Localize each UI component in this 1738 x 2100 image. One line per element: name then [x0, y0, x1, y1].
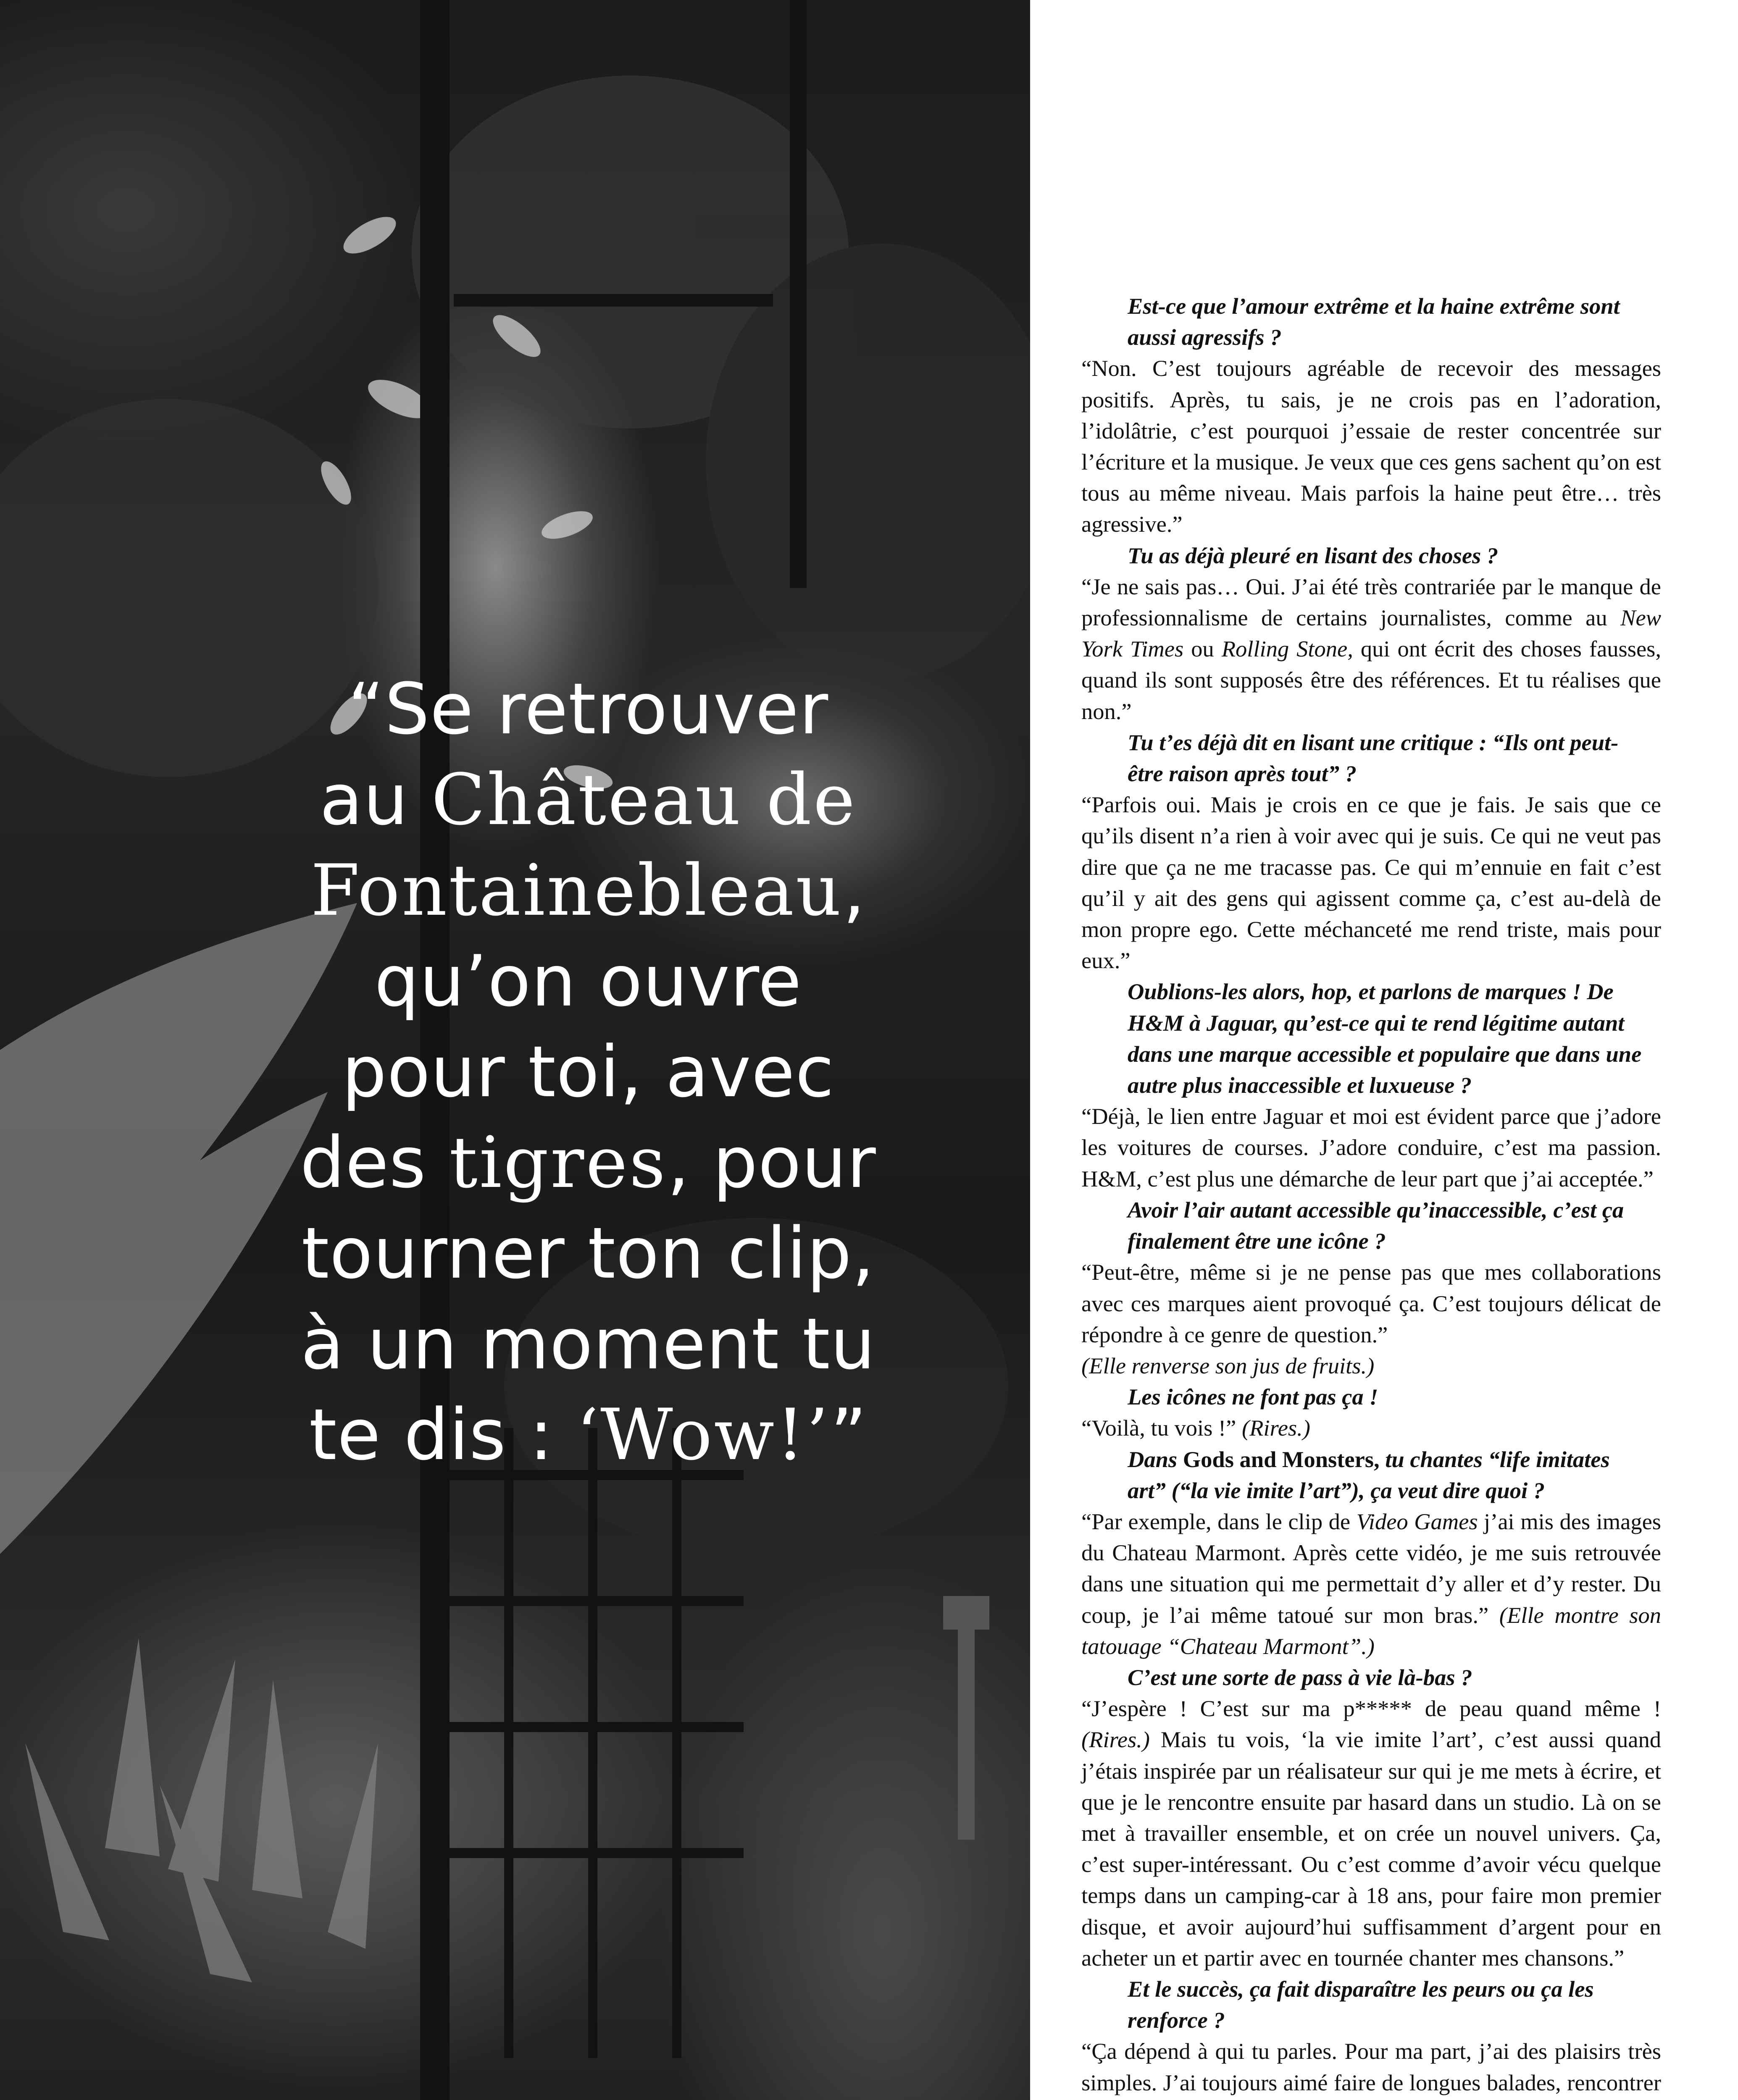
interview-question: Tu as déjà pleuré en lisant des choses ?	[1128, 542, 1499, 568]
pull-quote-text: ”	[830, 1394, 868, 1476]
interview-question: C’est une sorte de pass à vie là-bas ?	[1128, 1664, 1472, 1690]
pull-quote-serif-text: Château de	[431, 759, 857, 841]
interview-question: Oublions-les alors, hop, et parlons de marques ! De H&M à Jaguar, qu’est-ce qui te rend légitime autant dans une marque accessible et populaire que dans une autre plus inaccessible et luxueuse ?	[1128, 979, 1642, 1098]
interview-answer	[1081, 1506, 1661, 1662]
stage-direction-text: (Elle renverse son jus de fruits.)	[1081, 1352, 1375, 1378]
stage-direction-text: (Elle montre son tatouage “Chateau Marmont”.)	[1081, 1602, 1662, 1659]
pull-quote-serif-text: ‘Wow!’	[576, 1394, 831, 1476]
interview-question: Et le succès, ça fait disparaître les peurs ou ça les renforce ?	[1128, 1976, 1594, 2033]
song-title: Gods and Monsters,	[1183, 1446, 1380, 1472]
pull-quote-text: au	[319, 759, 431, 841]
pull-quote-line	[193, 1299, 983, 1389]
interview-answer: “Peut-être, même si je ne pense pas que mes collaborations avec ces marques aient provoqué ça. C’est toujours délicat de répondre à ce genre de question.”	[1081, 1259, 1661, 1347]
pull-quote-line	[193, 1026, 983, 1117]
pull-quote	[193, 664, 983, 1480]
pull-quote-line	[193, 664, 983, 754]
publication-name: New York Times	[1081, 605, 1661, 662]
interview-question: Les icônes ne font pas ça !	[1128, 1384, 1378, 1410]
interview-question: Tu t’es déjà dit en lisant une critique : “Ils ont peut-être raison après tout” ?	[1128, 729, 1619, 787]
answer-text: qui ont écrit des choses fausses, quand ils sont supposés être des références. Et tu réalises que non.”	[1081, 636, 1661, 724]
interview-answer: “Non. C’est toujours agréable de recevoir des messages positifs. Après, tu sais, je ne crois pas en l’adoration, l’idolâtrie, c’est pourquoi j’essaie de rester concentrée sur l’écriture et la musique. Je veux que ces gens sachent qu’on est tous au même niveau. Mais parfois la haine peut être… très agressive.”	[1081, 355, 1661, 537]
answer-text: j’ai mis des images du Chateau Marmont. Après cette vidéo, je me suis retrouvée dans une situation qui me permettait d’y aller et d’y rester. Du coup, je l’ai même tatoué sur mon bras.”	[1081, 1508, 1661, 1628]
interview-column	[1081, 291, 1661, 2100]
stage-direction-text: (Rires.)	[1241, 1415, 1310, 1441]
pull-quote-text: à un moment tu	[300, 1303, 876, 1385]
answer-text: Mais tu vois, ‘la vie imite l’art’, c’est aussi quand j’étais inspirée par un réalisateur sur qui je me mets à écrire, et que je le rencontre ensuite par hasard dans un studio. Là on se met à travailler ensemble, et on crée un nouvel univers. Ça, c’est super-intéressant. Ou c’est comme d’avoir vécu quelque temps dans un camping-car à 18 ans, pour faire mon premier disque, et avoir aujourd’hui suffisamment d’argent pour en acheter un et partir avec en tournée chanter mes chansons.”	[1081, 1727, 1661, 1971]
pull-quote-line	[193, 754, 983, 845]
pull-quote-line	[193, 1208, 983, 1299]
answer-text: “Je ne sais pas… Oui. J’ai été très contrariée par le manque de professionnalisme de certains journalistes, comme au	[1081, 573, 1661, 631]
pull-quote-line	[193, 845, 983, 936]
pull-quote-text: “Se retrouver	[347, 668, 829, 750]
publication-name: Rolling Stone,	[1221, 636, 1353, 662]
answer-text: “J’espère ! C’est sur ma p***** de peau quand même !	[1081, 1696, 1661, 1722]
interview-answer	[1081, 1412, 1661, 1444]
question-text: tu chantes “life imitates art” (“la vie imite l’art”), ça veut dire quoi ?	[1128, 1446, 1610, 1503]
interview-question: Est-ce que l’amour extrême et la haine extrême sont aussi agressifs ?	[1128, 293, 1620, 350]
song-title: Video Games	[1356, 1508, 1478, 1534]
pull-quote-text: pour toi, avec	[342, 1031, 835, 1113]
question-text: Dans	[1128, 1446, 1183, 1472]
answer-text: ou	[1183, 636, 1222, 662]
interview-answer	[1081, 571, 1661, 727]
interview-question: Avoir l’air autant accessible qu’inaccessible, c’est ça finalement être une icône ?	[1128, 1197, 1624, 1254]
pull-quote-serif-text: tigres	[449, 1121, 667, 1204]
pull-quote-text: des	[300, 1121, 450, 1204]
answer-text: “Par exemple, dans le clip de	[1081, 1508, 1357, 1534]
pull-quote-text: , pour	[667, 1121, 876, 1204]
pull-quote-serif-text: Fontainebleau	[310, 849, 843, 932]
interview-answer: “Parfois oui. Mais je crois en ce que je fais. Je sais que ce qu’ils disent n’a rien à voir avec qui je suis. Ce qui ne veut pas dire que ça ne me tracasse pas. Ce qui m’ennuie en fait c’est qu’il y ait des gens qui agissent comme ça, c’est au-delà de mon propre ego. Cette méchanceté me rend triste, mais pour eux.”	[1081, 792, 1661, 974]
pull-quote-text: qu’on ouvre	[374, 940, 802, 1022]
interview-answer: “Déjà, le lien entre Jaguar et moi est évident parce que j’adore les voitures de courses. J’adore conduire, c’est ma passion. H&M, c’est plus une démarche de leur part que j’ai acceptée.”	[1081, 1103, 1661, 1192]
pull-quote-text: te dis :	[309, 1394, 576, 1476]
interview-answer: “Ça dépend à qui tu parles. Pour ma part, j’ai des plaisirs très simples. J’ai toujours aimé faire de longues balades, rencontrer	[1081, 2038, 1661, 2095]
stage-direction	[1081, 1350, 1661, 1381]
pull-quote-line	[193, 936, 983, 1026]
pull-quote-line	[193, 1389, 983, 1480]
pull-quote-line	[193, 1117, 983, 1208]
pull-quote-text: ,	[843, 849, 866, 932]
answer-text: “Voilà, tu vois !”	[1081, 1415, 1242, 1441]
interview-question	[1081, 1444, 1661, 1506]
pull-quote-text: tourner ton clip,	[301, 1212, 875, 1294]
interview-answer	[1081, 1693, 1661, 1974]
stage-direction-text: (Rires.)	[1081, 1727, 1150, 1753]
